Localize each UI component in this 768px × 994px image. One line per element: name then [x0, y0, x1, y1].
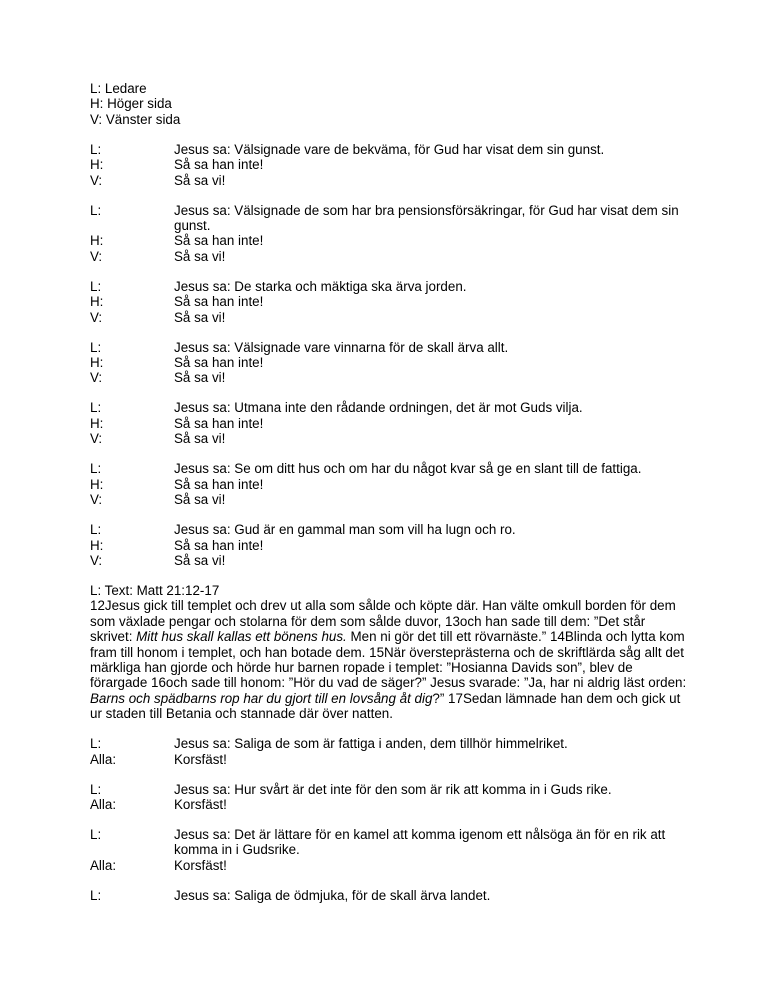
litany-line — [90, 888, 690, 903]
line-text: Jesus sa: Se om ditt hus och om har du något kvar så ge en slant till de fattiga. — [174, 461, 642, 477]
speaker-label: L: — [90, 736, 102, 752]
litany-line — [90, 431, 690, 446]
litany-block — [90, 827, 690, 873]
speaker-label: H: — [90, 355, 104, 371]
line-text: Korsfäst! — [174, 751, 227, 767]
reading-quote: Mitt hus skall kallas ett bönens hus. — [136, 629, 347, 645]
speaker-label: Alla: — [90, 857, 117, 873]
litany-line — [90, 797, 690, 812]
legend-left-side: V: Vänster sida — [90, 111, 181, 127]
litany-line — [90, 355, 690, 370]
litany-block — [90, 736, 690, 767]
litany-line — [90, 370, 690, 385]
line-text: Så sa han inte! — [174, 355, 264, 371]
litany-line — [90, 538, 690, 553]
litany-line — [90, 157, 690, 172]
speaker-label: H: — [90, 157, 104, 173]
litany-line — [90, 461, 690, 476]
line-text: Jesus sa: De starka och mäktiga ska ärva jorden. — [174, 278, 467, 294]
litany-line — [90, 249, 690, 264]
reading-segment: Men ni gör det till ett rövarnäste.” 14Blinda och lytta kom fram till honom i templet, och han botade dem. 15När översteprästerna och de skriftlärda såg allt det märkliga han gjorde och hörde hur barnen ropade i templet: ”Hosianna Davids son”, blev de förargade 16och sade till honom: ”Hör du vad de säger?” Jesus svarade: ”Ja, har ni aldrig läst orden: — [90, 629, 687, 691]
speaker-label: H: — [90, 537, 104, 553]
litany-line — [90, 142, 690, 157]
speaker-label: L: — [90, 141, 102, 157]
litany-block — [90, 203, 690, 265]
litany-block — [90, 461, 690, 507]
speaker-label: V: — [90, 370, 103, 386]
litany-block — [90, 142, 690, 188]
litany-line — [90, 553, 690, 568]
litany-line — [90, 858, 690, 873]
line-text: Så sa vi! — [174, 370, 226, 386]
speaker-label: L: — [90, 826, 102, 842]
speaker-label: L: — [90, 400, 102, 416]
reading-segment: 12Jesus gick till templet och drev ut alla som sålde och köpte där. Han välte omkull borden för dem som växlade pengar och stolarna för dem som sålde duvor, 13och han sade till dem: ”Det står skrivet: — [90, 598, 676, 645]
litany-line — [90, 279, 690, 294]
line-text: Jesus sa: Saliga de som är fattiga i anden, dem tillhör himmelriket. — [174, 736, 568, 752]
line-text: Så sa vi! — [174, 172, 226, 188]
litany-line — [90, 492, 690, 507]
litany-line — [90, 782, 690, 797]
document-page — [90, 81, 690, 918]
line-text: Så sa han inte! — [174, 415, 264, 431]
line-text: Så sa vi! — [174, 431, 226, 447]
speaker-label: L: — [90, 339, 102, 355]
speaker-label: V: — [90, 248, 103, 264]
reading-segment: ?” 17Sedan lämnade han dem och gick ut ur staden till Betania och stannade där över natten. — [90, 690, 681, 722]
litany-line — [90, 233, 690, 248]
line-text: Så sa han inte! — [174, 294, 264, 310]
speaker-label: L: — [90, 278, 102, 294]
litany-line — [90, 173, 690, 188]
line-text: Jesus sa: Hur svårt är det inte för den som är rik att komma in i Guds rike. — [174, 781, 612, 797]
speaker-label: V: — [90, 552, 103, 568]
litany-block — [90, 340, 690, 386]
line-text: Så sa han inte! — [174, 157, 264, 173]
litany-line — [90, 477, 690, 492]
line-text: Så sa vi! — [174, 309, 226, 325]
legend-right-side: H: Höger sida — [90, 96, 172, 112]
litany-part-1 — [90, 142, 690, 569]
litany-block — [90, 400, 690, 446]
speaker-label: V: — [90, 309, 103, 325]
litany-line — [90, 752, 690, 767]
line-text: Korsfäst! — [174, 796, 227, 812]
speaker-label: L: — [90, 461, 102, 477]
line-text: Så sa han inte! — [174, 537, 264, 553]
reading-heading: L: Text: Matt 21:12-17 — [90, 582, 220, 598]
speaker-label: L: — [90, 522, 102, 538]
litany-block — [90, 782, 690, 813]
line-text: Så sa vi! — [174, 248, 226, 264]
bible-reading — [90, 583, 690, 722]
speaker-label: L: — [90, 781, 102, 797]
litany-line — [90, 294, 690, 309]
legend-leader: L: Ledare — [90, 81, 147, 96]
line-text: Jesus sa: Det är lättare för en kamel att komma igenom ett nålsöga än för en rik att komma in i Gudsrike. — [174, 826, 666, 858]
speaker-label: H: — [90, 415, 104, 431]
litany-block — [90, 279, 690, 325]
litany-line — [90, 310, 690, 325]
line-text: Jesus sa: Välsignade de som har bra pensionsförsäkringar, för Gud har visat dem sin gunst. — [174, 202, 679, 234]
speaker-label: Alla: — [90, 751, 117, 767]
speaker-label: H: — [90, 233, 104, 249]
speaker-label: V: — [90, 172, 103, 188]
reading-text — [90, 598, 690, 721]
line-text: Jesus sa: Utmana inte den rådande ordningen, det är mot Guds vilja. — [174, 400, 583, 416]
line-text: Jesus sa: Välsignade vare de bekväma, för Gud har visat dem sin gunst. — [174, 141, 605, 157]
line-text: Så sa vi! — [174, 552, 226, 568]
line-text: Korsfäst! — [174, 857, 227, 873]
litany-line — [90, 416, 690, 431]
litany-line — [90, 400, 690, 415]
line-text: Jesus sa: Gud är en gammal man som vill ha lugn och ro. — [174, 522, 516, 538]
litany-part-2 — [90, 736, 690, 903]
line-text: Jesus sa: Välsignade vare vinnarna för de skall ärva allt. — [174, 339, 509, 355]
litany-block — [90, 522, 690, 568]
line-text: Jesus sa: Saliga de ödmjuka, för de skall ärva landet. — [174, 887, 491, 903]
speaker-label: H: — [90, 294, 104, 310]
line-text: Så sa vi! — [174, 492, 226, 508]
litany-line — [90, 340, 690, 355]
reading-quote: Barns och spädbarns rop har du gjort till en lovsång åt dig — [90, 690, 433, 706]
litany-line — [90, 203, 690, 234]
litany-line — [90, 522, 690, 537]
role-legend — [90, 81, 690, 127]
speaker-label: Alla: — [90, 796, 117, 812]
speaker-label: V: — [90, 492, 103, 508]
litany-line — [90, 736, 690, 751]
speaker-label: H: — [90, 476, 104, 492]
litany-block — [90, 888, 690, 903]
speaker-label: V: — [90, 431, 103, 447]
speaker-label: L: — [90, 887, 102, 903]
speaker-label: L: — [90, 202, 102, 218]
line-text: Så sa han inte! — [174, 476, 264, 492]
litany-line — [90, 827, 690, 858]
line-text: Så sa han inte! — [174, 233, 264, 249]
